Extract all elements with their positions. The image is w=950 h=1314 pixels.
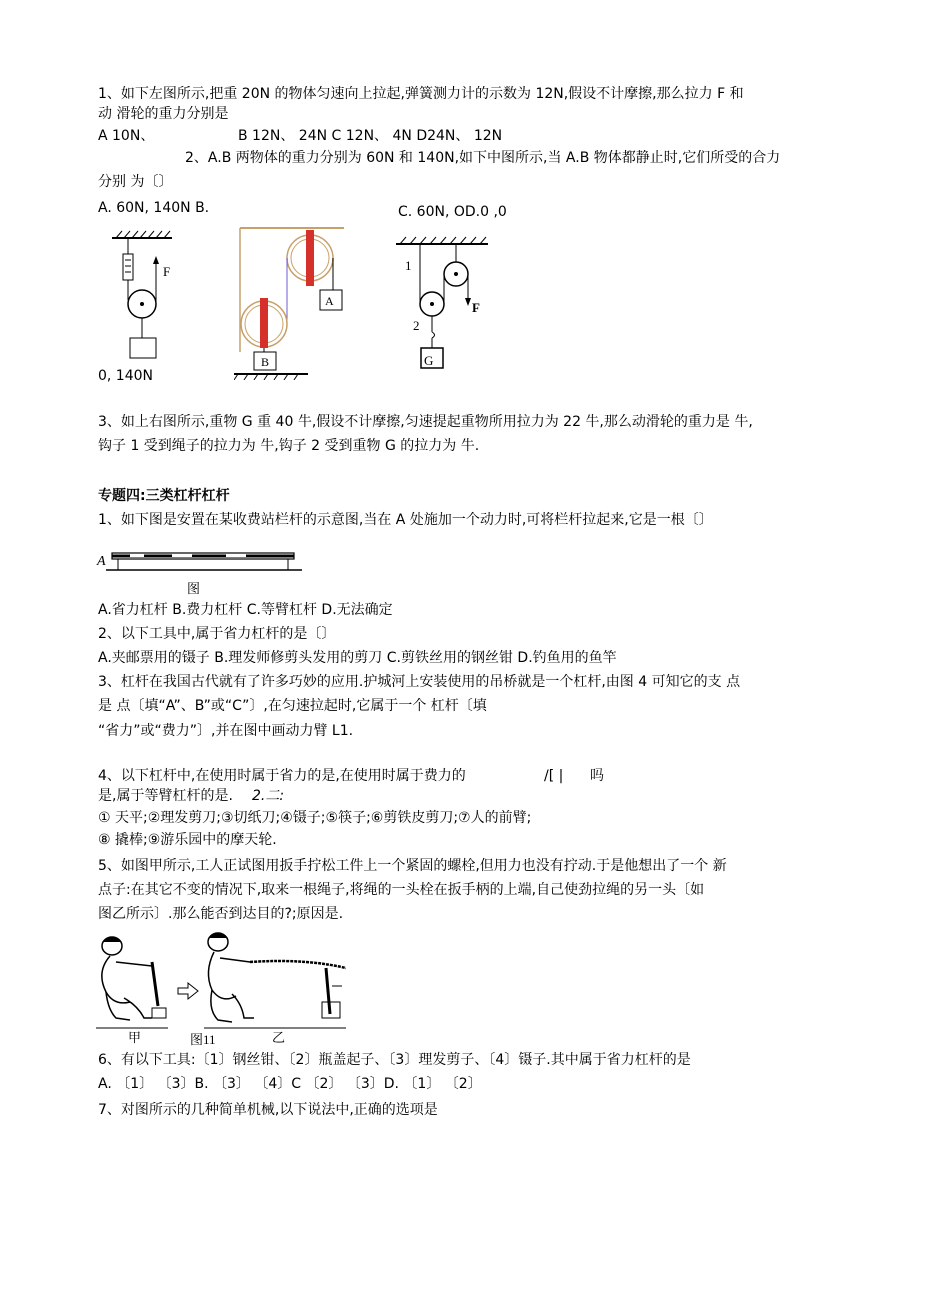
lever-q5-line-1: 5、如图甲所示,工人正试图用扳手拧松工件上一个紧固的螺栓,但用力也没有拧动.于是他想出了一个 新 [98, 858, 727, 874]
lever-q6-line: 6、有以下工具:〔1〕钢丝钳、〔2〕瓶盖起子、〔3〕理发剪子、〔4〕镊子.其中属于省力杠杆的是 [98, 1052, 691, 1068]
lever-q5-line-2: 点子:在其它不变的情况下,取来一根绳子,将绳的一头栓在扳手柄的上端,自己使劲拉绳的另一头〔如 [98, 882, 705, 898]
lever-q2-options: A.夹邮票用的镊子 B.理发师修剪头发用的剪刀 C.剪铁丝用的钢丝钳 D.钓鱼用的鱼竿 [98, 650, 617, 666]
figure-11-yi-label: 乙 [272, 1030, 286, 1045]
q3-line-2: 钩子 1 受到绳子的拉力为 牛,钩子 2 受到重物 G 的拉力为 牛. [98, 438, 480, 454]
right-figure-g-label: G [424, 353, 434, 368]
q2-option-tail: 0, 140N [98, 368, 154, 384]
lever-q4-items-2: ⑧ 撬棒;⑨游乐园中的摩天轮. [98, 832, 277, 848]
toll-gate-a-label: A [97, 554, 106, 569]
q2-option-ab: A. 60N, 140N B. [98, 200, 210, 216]
lever-q6-options: A. 〔1〕 〔3〕B. 〔3〕 〔4〕C 〔2〕 〔3〕D. 〔1〕 〔2〕 [98, 1076, 482, 1092]
left-pulley-figure [108, 228, 188, 364]
q3-line-1: 3、如上右图所示,重物 G 重 40 牛,假设不计摩擦,匀速提起重物所用拉力为 22 牛,那么动滑轮的重力是 牛, [98, 414, 753, 430]
q1-options-rest: B 12N、 24N C 12N、 4N D24N、 12N [238, 128, 503, 144]
lever-q4-items-1: ① 天平;②理发剪刀;③切纸刀;④镊子;⑤筷子;⑥剪铁皮剪刀;⑦人的前臂; [98, 810, 532, 826]
toll-gate-figure [106, 548, 302, 578]
q1-line-2: 动 滑轮的重力分别是 [98, 106, 229, 122]
middle-figure-b-label: B [261, 355, 270, 369]
lever-q3-line-2: 是 点〔填“A”、B”或“C”〕,在匀速拉起时,它属于一个 杠杆〔填 [98, 698, 487, 714]
right-figure-hook-1-label: 1 [405, 258, 412, 273]
q2-line-2: 分别 为〔〕 [98, 174, 173, 190]
figure-11-jia-label: 甲 [128, 1030, 142, 1045]
lever-q3-line-1: 3、杠杆在我国古代就有了许多巧妙的应用.护城河上安装使用的吊桥就是一个杠杆,由图 4 可知它的支 点 [98, 674, 741, 690]
q1-option-a: A 10N、 [98, 128, 155, 144]
q1-line-1: 1、如下左图所示,把重 20N 的物体匀速向上拉起,弹簧测力计的示数为 12N,假设不计摩擦,那么拉力 F 和 [98, 86, 744, 102]
toll-gate-caption: 图 [187, 582, 201, 597]
lever-q4-line-1: 4、以下杠杆中,在使用时属于省力的是,在使用时属于费力的 [98, 768, 466, 784]
q2-line-1: 2、A.B 两物体的重力分别为 60N 和 140N,如下中图所示,当 A.B 物体都静止时,它们所受的合力 [185, 150, 781, 166]
figure-11-caption: 图11 [190, 1032, 216, 1047]
lever-q4-line-2-mark: 2.二: [252, 788, 285, 804]
right-figure-hook-2-label: 2 [413, 318, 420, 333]
lever-q5-line-3: 图乙所示〕.那么能否到达目的?;原因是. [98, 906, 344, 922]
lever-q7-line: 7、对图所示的几种简单机械,以下说法中,正确的选项是 [98, 1102, 438, 1118]
lever-q3-line-3: “省力”或“费力”〕,并在图中画动力臂 L1. [98, 723, 354, 739]
left-figure-f-label: F [163, 264, 171, 279]
lever-q2-line: 2、以下工具中,属于省力杠杆的是〔〕 [98, 626, 336, 642]
right-figure-f-label: F [472, 300, 480, 315]
middle-figure-a-label: A [325, 294, 334, 308]
figure-11-worker-wrench [96, 928, 346, 1040]
lever-q1-options: A.省力杠杆 B.费力杠杆 C.等臂杠杆 D.无法确定 [98, 602, 393, 618]
section-title: 专题四:三类杠杆杠杆 [98, 488, 230, 504]
lever-q4-line-1-end: 吗 [590, 768, 604, 784]
lever-q1-line: 1、如下图是安置在某收费站栏杆的示意图,当在 A 处施加一个动力时,可将栏杆拉起来,它是一根〔〕 [98, 512, 713, 528]
q2-option-c: C. 60N, OD.0 ,0 [398, 204, 507, 220]
lever-q4-scribble: /[ | [544, 768, 564, 784]
lever-q4-line-2: 是,属于等臂杠杆的是. [98, 788, 233, 804]
middle-pulley-figure [234, 224, 354, 380]
